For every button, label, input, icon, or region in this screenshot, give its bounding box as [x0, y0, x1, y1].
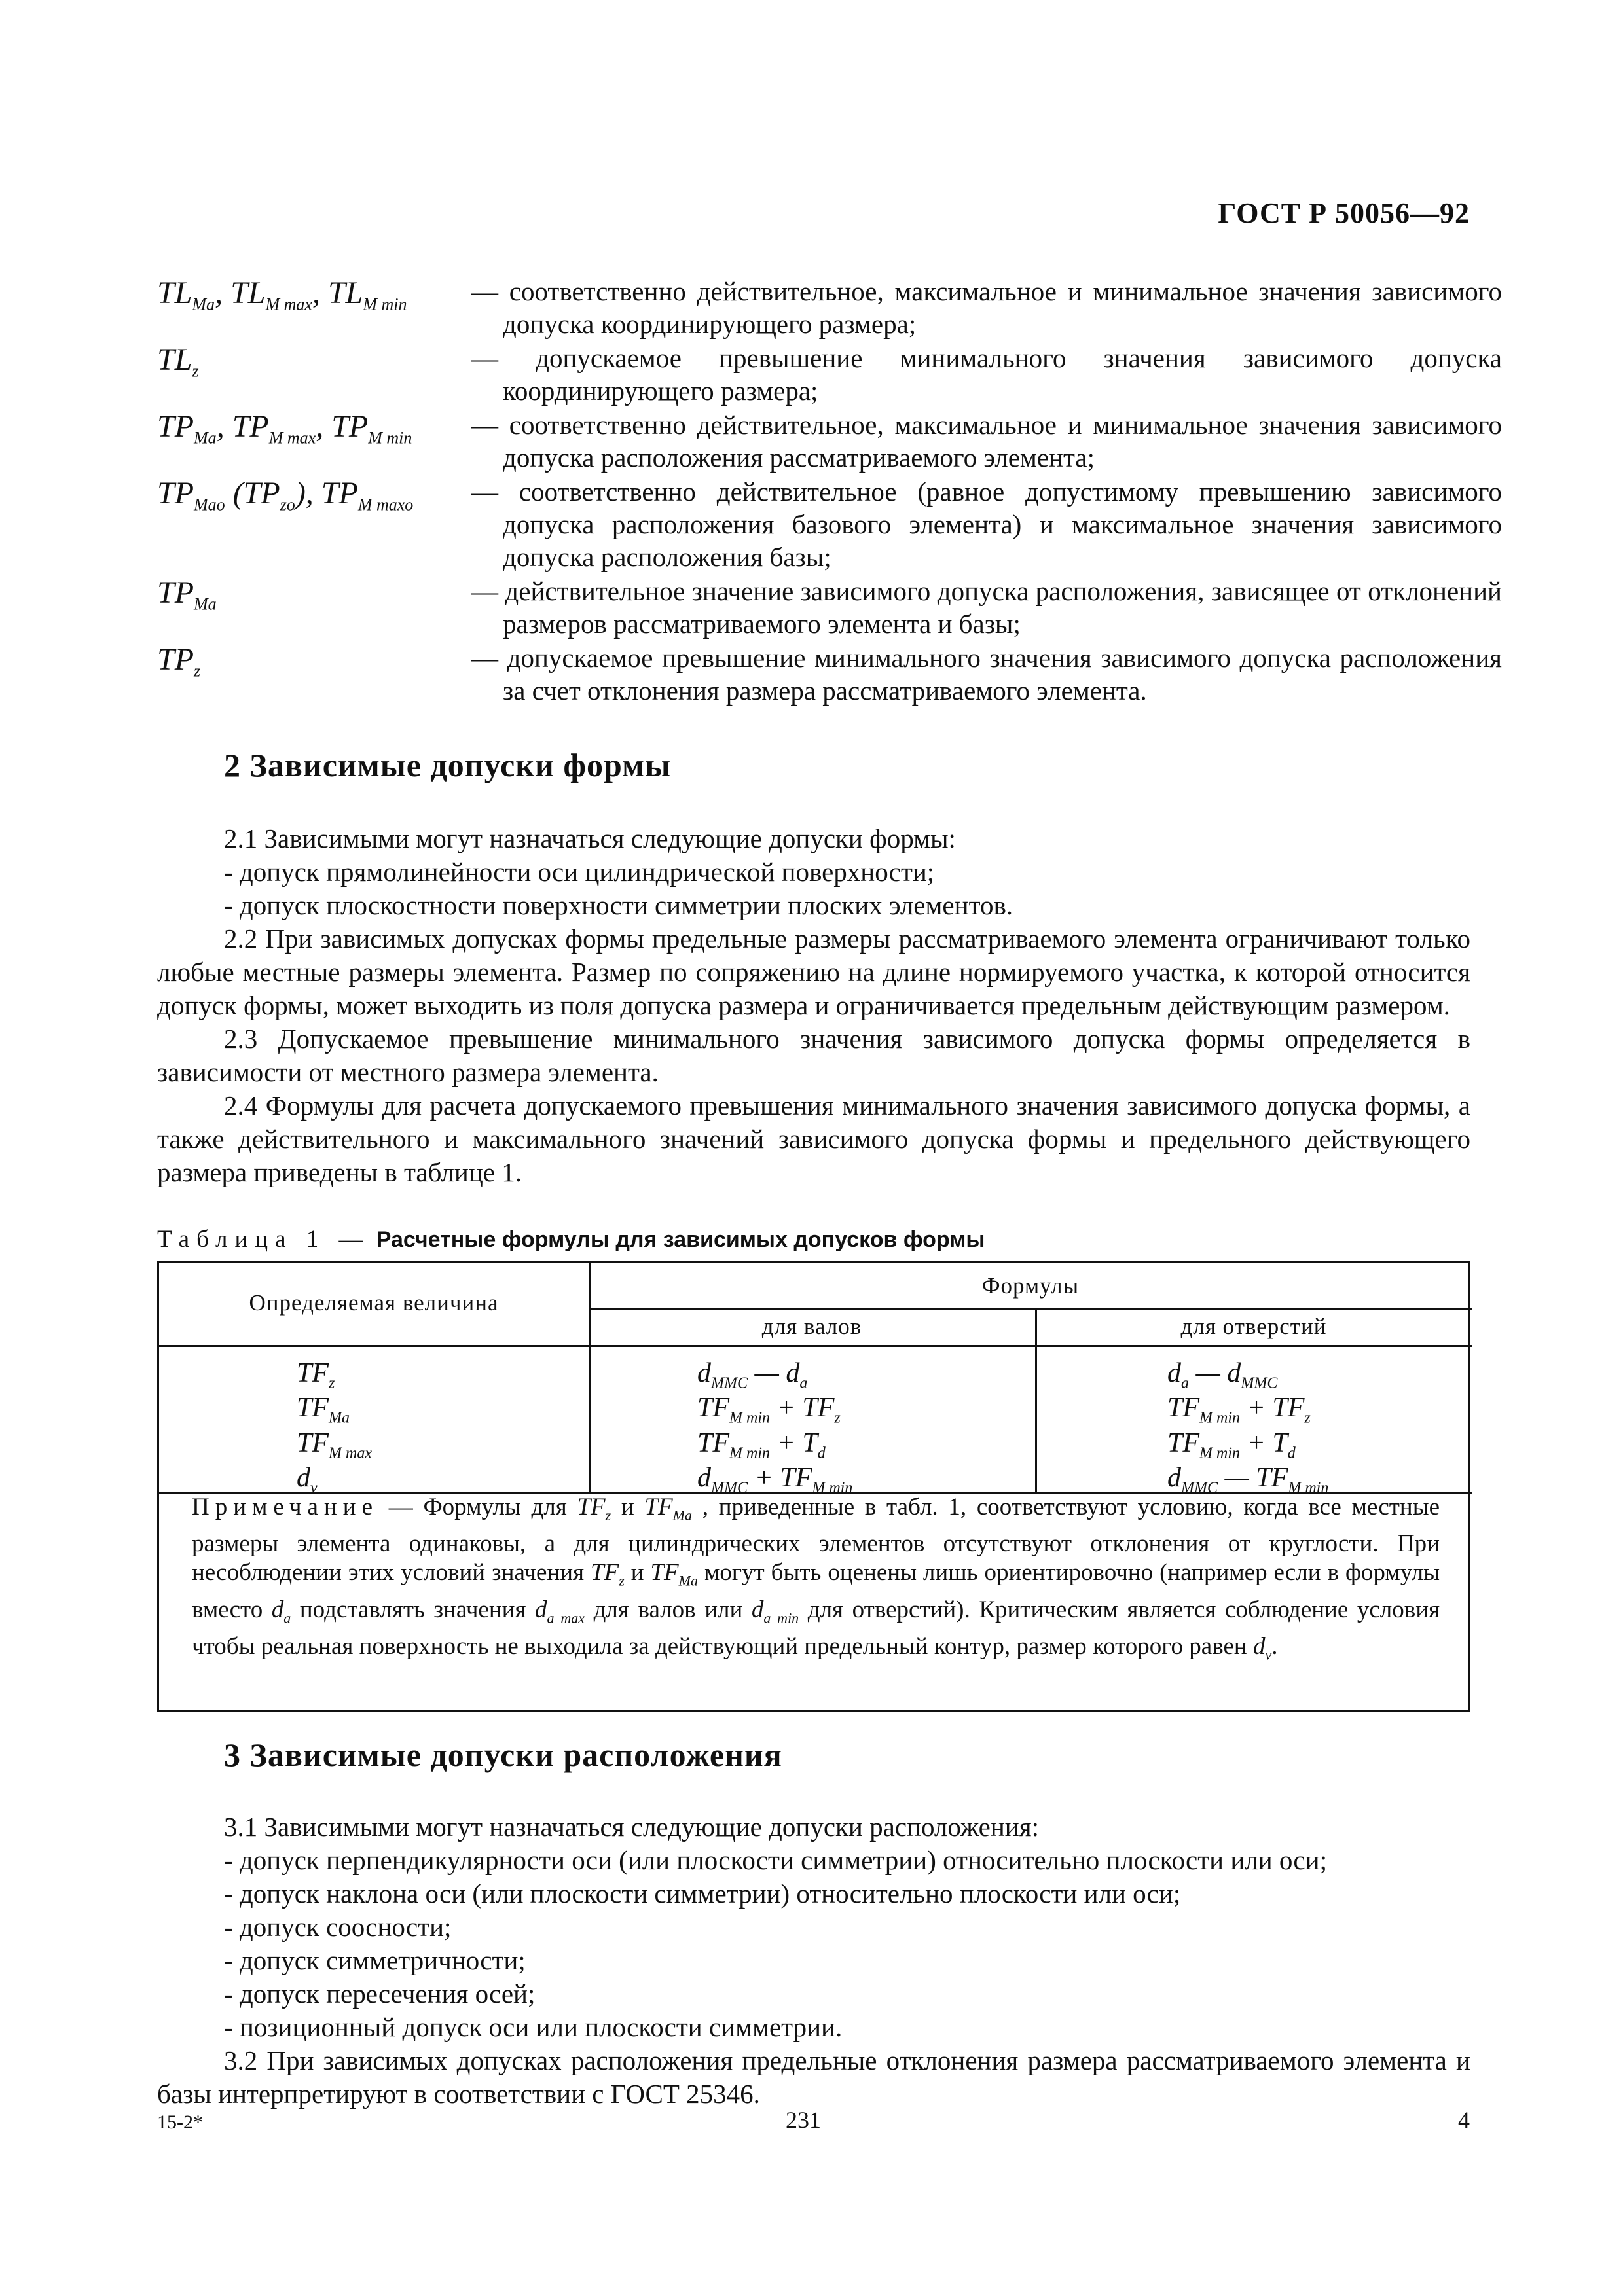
list-item: - допуск наклона оси (или плоскости симметрии) относительно плоскости или оси; — [224, 1878, 1181, 1909]
section-2-title: 2 Зависимые допуски формы — [224, 747, 672, 783]
symbol-description: — действительное значение зависимого допуска расположения, зависящее от отклонений размеров рассматриваемого элемента и базы; — [471, 576, 1502, 639]
paragraph-3-2: 3.2 При зависимых допусках расположения предельные отклонения размера рассматриваемого элемента и базы интерпретируют в соответствии с ГОСТ 25346. — [157, 2045, 1470, 2109]
header-quantity: Определяемая величина — [249, 1290, 499, 1316]
symbol-term: $TP_z$ — [157, 642, 201, 681]
list-item: - позиционный допуск оси или плоскости симметрии. — [224, 2012, 843, 2042]
holes-formulas-column — [1167, 1358, 1329, 1501]
symbol-term: $TL_z$ — [157, 342, 199, 381]
symbol-description: — допускаемое превышение минимального значения зависимого допуска расположения за счет отклонения размера рассматриваемого элемента. — [471, 643, 1502, 706]
symbol-description: — соответственно действительное (равное допустимому превышению зависимого допуска расположения базового элемента) и максимальное значения зависимого допуска расположения базы; — [471, 476, 1502, 572]
formula-cell: $TF_{M min} + T_d$ — [1167, 1427, 1296, 1462]
formulas-table — [157, 1261, 1470, 1712]
sheet-number: 4 — [1458, 2107, 1470, 2133]
symbol-description: — соответственно действительное, максимальное и минимальное значения зависимого допуска расположения рассматриваемого элемента; — [471, 410, 1502, 473]
quantities-column — [297, 1358, 372, 1501]
list-item: - допуск симметричности; — [224, 1945, 526, 1975]
list-item: - допуск прямолинейности оси цилиндрической поверхности; — [224, 857, 935, 887]
quantity-cell: $TF_z$ — [297, 1358, 335, 1392]
symbol-term: $TP_{Ma}$, $TP_{M max}$, $TP_{M min}$ — [157, 409, 412, 448]
document-code: ГОСТ Р 50056—92 — [1218, 197, 1470, 229]
table-caption-title: Расчетные формулы для зависимых допусков формы — [376, 1227, 985, 1252]
section-3-body — [157, 1810, 1470, 2111]
formula-cell: $d_{MMC} + TF_{M min}$ — [697, 1463, 853, 1497]
formula-cell: $TF_{M min} + TF_z$ — [1167, 1393, 1311, 1427]
paragraph-3-1: 3.1 Зависимыми могут назначаться следующие допуски расположения: — [224, 1812, 1039, 1842]
list-item: - допуск перпендикулярности оси (или плоскости симметрии) относительно плоскости или оси; — [224, 1845, 1327, 1875]
list-item: - допуск пересечения осей; — [224, 1979, 536, 2009]
header-holes: для отверстий — [1180, 1314, 1327, 1339]
table-caption — [157, 1225, 985, 1253]
page-number: 231 — [786, 2107, 821, 2133]
formula-cell: $d_{MMC}$ — $TF_{M min}$ — [1167, 1463, 1329, 1497]
symbol-term: $TL_{Ma}$, $TL_{M max}$, $TL_{M min}$ — [157, 276, 407, 314]
header-shafts: для валов — [761, 1314, 862, 1339]
paragraph-2-1: 2.1 Зависимыми могут назначаться следующие допуски формы: — [224, 823, 956, 853]
table-divider — [159, 1345, 1472, 1347]
symbol-description: — соответственно действительное, максимальное и минимальное значения зависимого допуска координирующего размера; — [471, 276, 1502, 339]
paragraph-2-4: 2.4 Формулы для расчета допускаемого превышения минимального значения зависимого допуска формы, а также действительного и максимального значений зависимого допуска формы и предельного действующего размера приведены в таблице 1. — [157, 1090, 1470, 1187]
table-divider — [589, 1308, 1472, 1310]
formula-cell: $TF_{M min} + T_d$ — [697, 1427, 826, 1462]
formula-cell: $d_a$ — $d_{MMC}$ — [1167, 1358, 1278, 1392]
list-item: - допуск соосности; — [224, 1912, 452, 1942]
formula-cell: $d_{MMC}$ — $d_a$ — [697, 1358, 808, 1392]
section-3-title: 3 Зависимые допуски расположения — [224, 1736, 782, 1773]
formula-cell: $TF_{M min} + TF_z$ — [697, 1393, 841, 1427]
table-caption-label: Таблица 1 — — [157, 1226, 371, 1253]
quantity-cell: $TF_{Ma}$ — [297, 1393, 350, 1427]
footer-sheet-mark: 15-2* — [157, 2111, 203, 2133]
paragraph-2-3: 2.3 Допускаемое превышение минимального значения зависимого допуска формы определяется в зависимости от местного размера элемента. — [157, 1024, 1470, 1087]
paragraph-2-2: 2.2 При зависимых допусках формы предельные размеры рассматриваемого элемента ограничивают только любые местные размеры элемента. Размер по сопряжению на длине нормируемого участка, к которой относится допуск формы, может выходить из поля допуска размера и ограничивается предельным действующим размером. — [157, 924, 1470, 1020]
quantity-cell: $TF_{M max}$ — [297, 1427, 372, 1462]
symbol-description: — допускаемое превышение минимального значения зависимого допуска координирующего размера; — [471, 343, 1502, 406]
section-2-body — [157, 822, 1470, 1189]
table-note: Примечание — Формулы для $TF_z$ и $TF_{Ma}$ , приведенные в табл. 1, соответствуют условию, когда все местные размеры элемента одинаковы, а для цилиндрических элементов отсутствуют отклонения от круглости. При несоблюдении этих условий значения $TF_z$ и $TF_{Ma}$ могут быть оценены лишь ориентировочно (например если в формулы вместо $d_a$ подставлять значения $d_{a max}$ для валов или $d_{a min}$ для отверстий). Критическим является соблюдение условия чтобы реальная поверхность не выходила за действующий предельный контур, размер которого равен $d_v$. — [192, 1494, 1440, 1663]
list-item: - допуск плоскостности поверхности симметрии плоских элементов. — [224, 890, 1013, 920]
shafts-formulas-column — [697, 1358, 853, 1501]
quantity-cell: $d_v$ — [297, 1463, 318, 1497]
symbol-term: $TP_{Mao}$ $(TP_{zo})$, $TP_{M maxo}$ — [157, 476, 414, 514]
header-formulas: Формулы — [981, 1273, 1080, 1299]
symbol-term: $TP_{Ma}$ — [157, 575, 217, 614]
